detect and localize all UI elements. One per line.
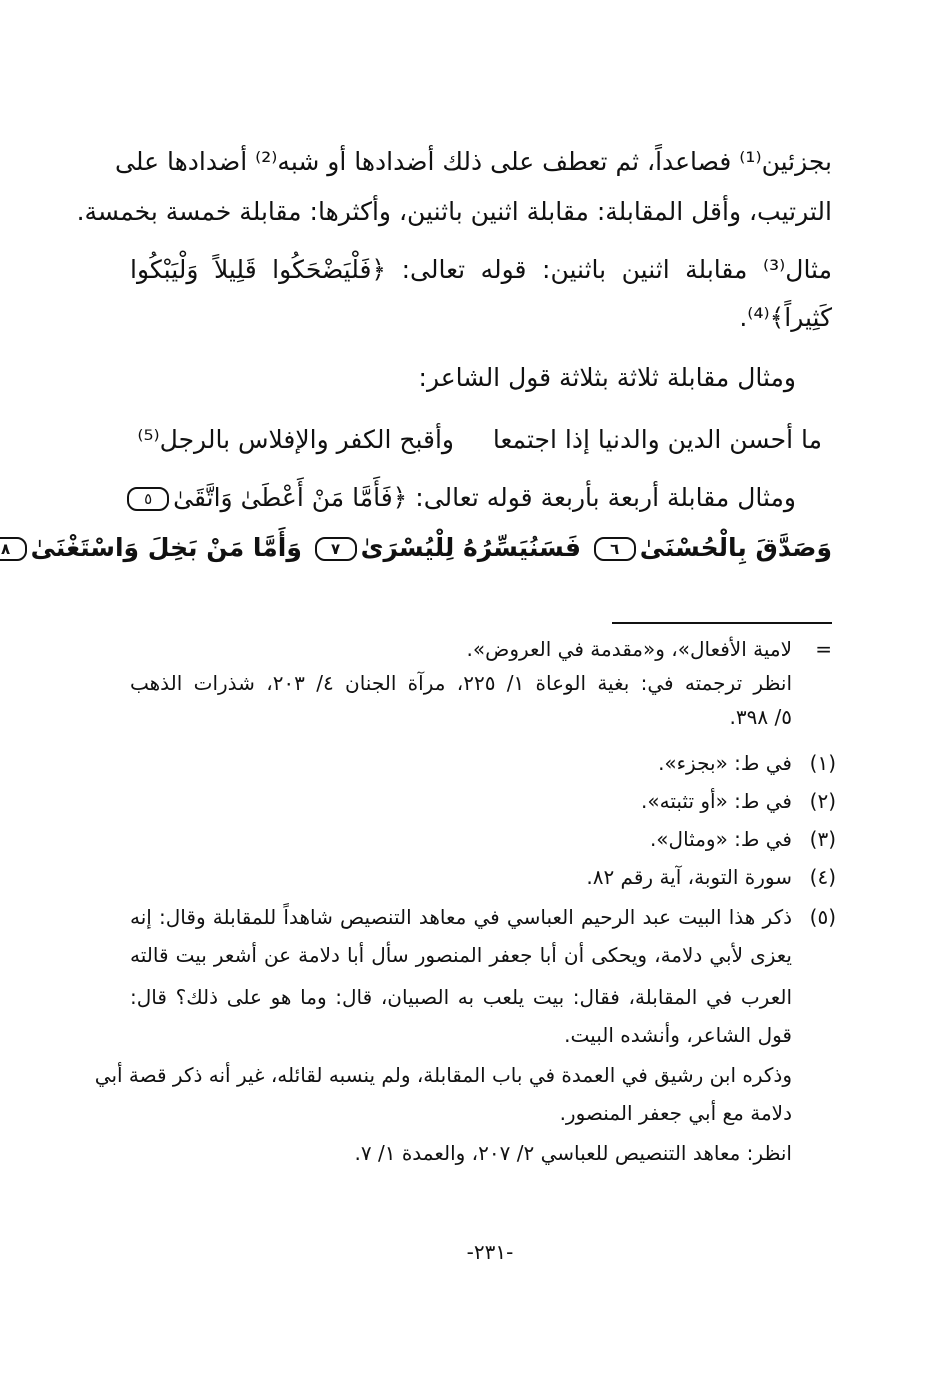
footnote-5-line-2: يعزى لأبي دلامة، ويحكى أن أبا جعفر المنصور سأل أبا دلامة عن أشعر بيت قالته bbox=[130, 943, 792, 967]
footnote-continuation-line-1: = لامية الأفعال»، و«مقدمة في العروض». bbox=[130, 632, 832, 666]
quran-quote-part-b: فَسَنُيَسِّرُهُ لِلْيُسْرَىٰ bbox=[360, 533, 581, 562]
footnote-text: في ط: «أو تثبته». bbox=[641, 789, 792, 813]
footnote-number: (١) bbox=[809, 751, 836, 775]
body-line-1: بجزئين⁽¹⁾ فصاعداً، ثم تعطف على ذلك أضدادها أو شبه⁽²⁾ أضدادها على bbox=[115, 147, 832, 176]
footnote-text: ذكر هذا البيت عبد الرحيم العباسي في معاهد التنصيص شاهداً للمقابلة وقال: إنه bbox=[130, 905, 792, 929]
ayah-number-5: ٥ bbox=[127, 487, 169, 511]
quran-quote-part-a: وَصَدَّقَ بِالْحُسْنَىٰ bbox=[639, 533, 832, 562]
ayah-number-7: ٧ bbox=[315, 537, 357, 561]
footnote-2 bbox=[130, 784, 836, 818]
footnote-text: سورة التوبة، آية رقم ٨٢. bbox=[586, 865, 792, 889]
footnote-number: (٥) bbox=[809, 905, 836, 929]
footnote-separator bbox=[612, 622, 832, 624]
body-line-5: ومثال مقابلة ثلاثة بثلاثة قول الشاعر: bbox=[418, 363, 796, 392]
footnote-3 bbox=[130, 822, 836, 856]
continuation-mark: = bbox=[815, 637, 832, 661]
ayah-number-6: ٦ bbox=[594, 537, 636, 561]
body-line-7 bbox=[1, 528, 832, 568]
footnote-text: في ط: «بجزء». bbox=[658, 751, 792, 775]
verse-first-hemistich: ما أحسن الدين والدنيا إذا اجتمعا bbox=[492, 425, 822, 454]
footnote-5-line-7: انظر: معاهد التنصيص للعباسي ٢/ ٢٠٧، والعمدة ١/ ٧. bbox=[354, 1141, 792, 1165]
quran-quote-intro: ومثال مقابلة أربعة بأربعة قوله تعالى: ﴿فَأَمَّا مَنْ أَعْطَىٰ وَاتَّقَىٰ bbox=[173, 483, 796, 512]
ayah-number-8: ٨ bbox=[0, 537, 27, 561]
body-line-3: مثال⁽³⁾ مقابلة اثنين باثنين: قوله تعالى: ﴿فَلْيَضْحَكُوا قَلِيلاً وَلْيَبْكُوا bbox=[130, 255, 832, 284]
footnote-text: في ط: «ومثال». bbox=[649, 827, 792, 851]
footnote-continuation-line-3: ٥/ ٣٩٨. bbox=[729, 705, 792, 729]
page-number: -٢٣١- bbox=[466, 1240, 514, 1264]
footnote-5-line-4: قول الشاعر، وأنشده البيت. bbox=[564, 1023, 792, 1047]
body-line-4: كَثِيراً﴾⁽⁴⁾. bbox=[739, 303, 832, 332]
quran-quote-part-c: وَأَمَّا مَنْ بَخِلَ وَاسْتَغْنَىٰ bbox=[30, 533, 302, 562]
footnote-continuation-line-2: انظر ترجمته في: بغية الوعاة ١/ ٢٢٥، مرآة الجنان ٤/ ٢٠٣، شذرات الذهب bbox=[130, 671, 792, 695]
verse-second-hemistich: وأقبح الكفر والإفلاس بالرجل⁽⁵⁾ bbox=[137, 425, 454, 454]
footnote-5 bbox=[130, 900, 836, 934]
footnote-number: (٢) bbox=[809, 789, 836, 813]
footnote-5-line-5: وذكره ابن رشيق في العمدة في باب المقابلة، ولم ينسبه لقائله، غير أنه ذكر قصة أبي bbox=[94, 1063, 792, 1087]
footnote-4 bbox=[130, 860, 836, 894]
footnote-number: (٤) bbox=[809, 865, 836, 889]
footnote-1 bbox=[130, 746, 836, 780]
body-line-6 bbox=[130, 478, 796, 518]
footnote-5-line-3: العرب في المقابلة، فقال: بيت يلعب به الصبيان، قال: وما هو على ذلك؟ قال: bbox=[130, 985, 792, 1009]
footnote-number: (٣) bbox=[809, 827, 836, 851]
body-line-2: الترتيب، وأقل المقابلة: مقابلة اثنين باثنين، وأكثرها: مقابلة خمسة بخمسة. bbox=[76, 197, 832, 226]
footnote-5-line-6: دلامة مع أبي جعفر المنصور. bbox=[559, 1101, 792, 1125]
